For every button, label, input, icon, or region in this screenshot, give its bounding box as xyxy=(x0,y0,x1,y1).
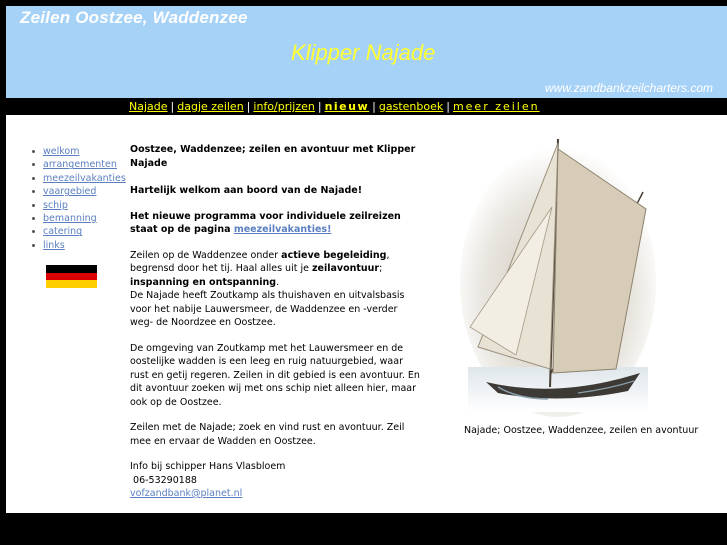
site-url: www.zandbankzeilcharters.com xyxy=(544,81,713,95)
sidebar-nav xyxy=(24,145,126,252)
email-link[interactable]: vofzandbank@planet.nl xyxy=(130,488,243,499)
area-paragraph: De omgeving van Zoutkamp met het Lauwersmeer en de oostelijke wadden is een leeg en ruig natuurgebied, waar rust en getij regeren. Zeilen in dit gebied is een avontuur. En dit avontuur zoeken wij met ons schip niet alleen hier, maar ook op de Oostzee. xyxy=(130,342,420,408)
header-banner xyxy=(6,6,727,98)
flag-stripe-black xyxy=(46,265,97,273)
topnav-separator: | xyxy=(170,100,175,113)
topnav-separator: | xyxy=(372,100,376,113)
topnav-separator: | xyxy=(446,100,450,113)
welcome-text: Hartelijk welkom aan boord van de Najade! xyxy=(130,185,363,196)
program-paragraph xyxy=(130,210,420,237)
intro-text: , begrensd door het tij. Haal alles uit je xyxy=(130,249,390,274)
sidebar-link-welkom[interactable]: welkom xyxy=(43,146,80,157)
intro-emphasis-zeilavontuur: zeilavontuur xyxy=(311,263,380,274)
page-heading: Oostzee, Waddenzee; zeilen en avontuur met Klipper Najade xyxy=(130,144,416,169)
topnav-info-prijzen[interactable]: info/prijzen xyxy=(253,100,315,113)
sidebar-link-arrangementen[interactable]: arrangementen xyxy=(43,159,117,171)
sidebar-link-schip[interactable]: schip xyxy=(43,199,68,211)
intro-paragraph xyxy=(130,249,420,330)
sidebar-item-meezeilvakanties xyxy=(24,172,126,185)
german-flag-icon[interactable] xyxy=(46,265,97,288)
sidebar-item-bemanning xyxy=(24,212,126,225)
main-text xyxy=(130,143,420,501)
intro-emphasis-inspanning: inspanning en ontspanning xyxy=(130,276,277,288)
intro-text: ; xyxy=(379,263,383,274)
intro-emphasis-begeleiding: actieve begeleiding xyxy=(281,249,387,261)
sailing-ship-icon xyxy=(458,137,658,417)
sidebar-link-meezeilvakanties[interactable]: meezeilvakanties xyxy=(43,172,126,184)
topnav-nieuw[interactable]: nieuw xyxy=(324,100,370,113)
sidebar-item-schip xyxy=(24,199,126,212)
sidebar-item-links xyxy=(24,239,126,252)
site-title: Zeilen Oostzee, Waddenzee xyxy=(20,8,248,27)
topnav-najade[interactable]: Najade xyxy=(129,100,168,113)
contact-line: Info bij schipper Hans Vlasbloem xyxy=(130,461,286,472)
topnav-gastenboek[interactable]: gastenboek xyxy=(378,100,444,113)
sidebar-item-welkom xyxy=(24,145,126,158)
topnav-meer-zeilen[interactable]: meer zeilen xyxy=(452,100,540,113)
sidebar-link-bemanning[interactable]: bemanning xyxy=(43,213,97,225)
invitation-paragraph: Zeilen met de Najade; zoek en vind rust en avontuur. Zeil mee en ervaar de Wadden en Oostzee. xyxy=(130,422,405,447)
contact-block xyxy=(130,460,420,501)
topnav-separator: | xyxy=(317,100,322,113)
homeport-text: De Najade heeft Zoutkamp als thuishaven en uitvalsbasis voor het nabije Lauwersmeer, de Waddenzee en -verder weg- de Noordzee en Oostzee. xyxy=(130,290,405,328)
sidebar-item-arrangementen xyxy=(24,158,126,171)
topnav-dagje-zeilen[interactable]: dagje zeilen xyxy=(177,100,244,113)
content-area xyxy=(6,115,727,513)
sidebar-item-vaargebied xyxy=(24,185,126,198)
topnav-separator: | xyxy=(246,100,251,113)
program-text: Het nieuwe programma voor individuele zeilreizen staat op de pagina xyxy=(130,210,401,235)
phone-number: 06-53290188 xyxy=(133,474,197,486)
sidebar-link-vaargebied[interactable]: vaargebied xyxy=(43,186,97,198)
flag-stripe-gold xyxy=(46,280,97,288)
intro-text: . xyxy=(276,276,280,288)
sidebar-item-catering xyxy=(24,225,126,238)
photo-caption: Najade; Oostzee, Waddenzee, zeilen en avontuur xyxy=(464,425,699,436)
flag-stripe-red xyxy=(46,273,97,281)
sidebar-link-catering[interactable]: catering xyxy=(43,226,83,238)
top-navigation xyxy=(129,99,540,114)
boat-name: Klipper Najade xyxy=(291,40,436,65)
sidebar-link-links[interactable]: links xyxy=(43,239,65,251)
meezeilvakanties-link[interactable]: meezeilvakanties! xyxy=(233,224,332,235)
intro-text: Zeilen op de Waddenzee onder xyxy=(130,249,279,261)
